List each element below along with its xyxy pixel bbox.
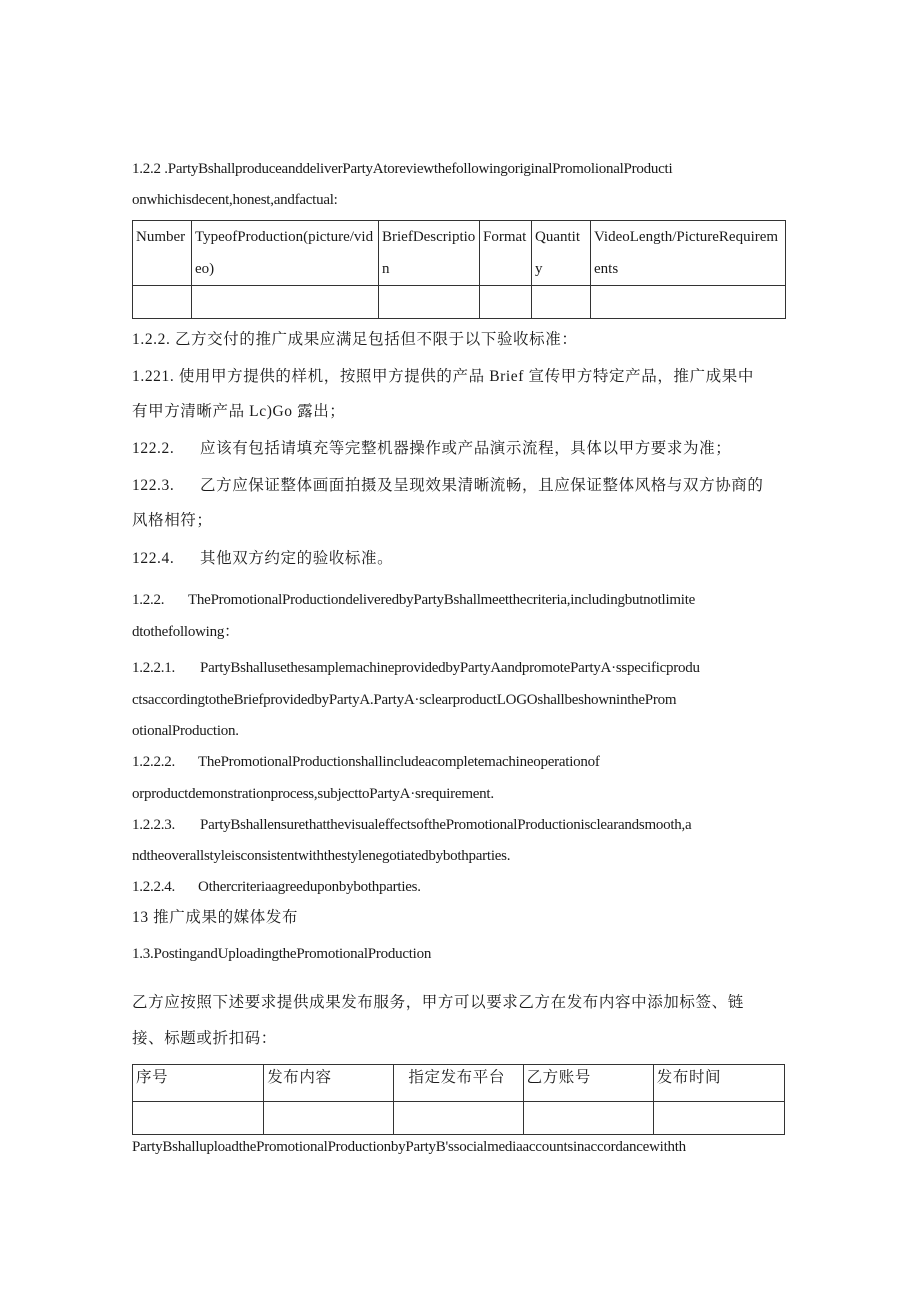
table-cell [264, 1102, 394, 1135]
item-number: 1.2.2.4. [132, 879, 175, 895]
acceptance-en-item-2-line-2: orproductdemonstrationprocess,subjecttoPartyA·srequirement. [132, 786, 494, 802]
header-quantity: Quantity [532, 221, 591, 286]
acceptance-en-item-2 [132, 752, 788, 772]
item-text: Othercriteriaagreeduponbybothparties. [198, 879, 421, 895]
header-publish-time: 发布时间 [653, 1065, 784, 1102]
header-brief-description: BriefDescription [379, 221, 480, 286]
section-13-heading-cn: 13 推广成果的媒体发布 [132, 909, 299, 926]
table-cell [591, 286, 786, 319]
item-text: 应该有包括请填充等完整机器操作或产品演示流程，具体以甲方要求为准； [200, 440, 732, 457]
acceptance-cn-item-3 [132, 476, 788, 496]
publish-table [132, 1064, 785, 1135]
production-table [132, 220, 786, 319]
item-number: 122.4. [132, 550, 175, 567]
item-text: 乙方应保证整体画面拍摄及呈现效果清晰流畅，且应保证整体风格与双方协商的 [200, 477, 764, 494]
production-table-empty-row [133, 286, 786, 319]
acceptance-en-item-4 [132, 877, 788, 897]
item-text: PartyBshallusethesamplemachineprovidedbyPartyAandpromotePartyA·sspecificprodu [200, 660, 700, 676]
header-format: Format [480, 221, 532, 286]
table-cell [379, 286, 480, 319]
closing-line: PartyBshalluploadthePromotionalProductionbyPartyB'ssocialmediaaccountsinaccordancewithth [132, 1139, 686, 1155]
section-13-heading-en: 1.3.PostingandUploadingthePromotionalProduction [132, 946, 432, 962]
production-table-header-row [133, 221, 786, 286]
acceptance-cn-item-1-line-1: 1.221. 使用甲方提供的样机，按照甲方提供的产品 Brief 宣传甲方特定产品，推广成果中 [132, 368, 754, 385]
table-cell [480, 286, 532, 319]
item-number: 122.2. [132, 440, 175, 457]
acceptance-cn-item-3-line-2: 风格相符； [132, 512, 213, 529]
item-number: 1.2.2.2. [132, 754, 175, 770]
item-number: 1.2.2. [132, 592, 165, 608]
acceptance-cn-item-1-line-2: 有甲方清晰产品 Lc)Go 露出； [132, 403, 346, 420]
header-number: Number [133, 221, 192, 286]
section-122-en-line-1: 1.2.2 .PartyBshallproduceanddeliverPartyAtoreviewthefollowingoriginalPromolionalProducti [132, 161, 673, 177]
item-number: 122.3. [132, 477, 175, 494]
header-serial-number: 序号 [133, 1065, 264, 1102]
table-cell [192, 286, 379, 319]
table-cell [532, 286, 591, 319]
table-cell [133, 286, 192, 319]
acceptance-en-item-1-line-2: ctsaccordingtotheBriefprovidedbyPartyA.PartyA·sclearproductLOGOshallbeshownintheProm [132, 692, 677, 708]
item-number: 1.2.2.3. [132, 817, 175, 833]
acceptance-en-item-3-line-2: ndtheoverallstyleisconsistentwiththestylenegotiatedbybothparties. [132, 848, 511, 864]
table-cell [394, 1102, 523, 1135]
section-122-en-line-2: onwhichisdecent,honest,andfactual: [132, 192, 338, 208]
acceptance-cn-heading: 1.2.2. 乙方交付的推广成果应满足包括但不限于以下验收标准： [132, 331, 578, 348]
table-cell [523, 1102, 653, 1135]
acceptance-cn-item-2 [132, 439, 788, 459]
item-text: 其他双方约定的验收标准。 [200, 550, 394, 567]
header-platform: 指定发布平台 [394, 1065, 523, 1102]
item-text: PartyBshallensurethatthevisualeffectsofthePromotionalProductionisclearandsmooth,a [200, 817, 692, 833]
acceptance-en-heading-line-2: dtothefollowing： [132, 624, 239, 640]
acceptance-en-item-1 [132, 658, 788, 678]
item-number: 1.2.2.1. [132, 660, 175, 676]
table-cell [653, 1102, 784, 1135]
publish-table-empty-row [133, 1102, 785, 1135]
header-content: 发布内容 [264, 1065, 394, 1102]
publish-table-header-row [133, 1065, 785, 1102]
acceptance-cn-item-4 [132, 549, 788, 569]
item-text: ThePromotionalProductiondeliveredbyPartyBshallmeetthecriteria,includingbutnotlimite [188, 592, 696, 608]
item-text: ThePromotionalProductionshallincludeacompletemachineoperationof [198, 754, 600, 770]
section-13-para-line-1: 乙方应按照下述要求提供成果发布服务，甲方可以要求乙方在发布内容中添加标签、链 [132, 994, 744, 1011]
header-account: 乙方账号 [523, 1065, 653, 1102]
acceptance-en-item-3 [132, 815, 788, 835]
acceptance-en-item-1-line-3: otionalProduction. [132, 723, 239, 739]
acceptance-en-heading [132, 590, 788, 610]
header-type-of-production: TypeofProduction(picture/video) [192, 221, 379, 286]
table-cell [133, 1102, 264, 1135]
section-13-para-line-2: 接、标题或折扣码： [132, 1030, 277, 1047]
header-video-length: VideoLength/PictureRequirements [591, 221, 786, 286]
